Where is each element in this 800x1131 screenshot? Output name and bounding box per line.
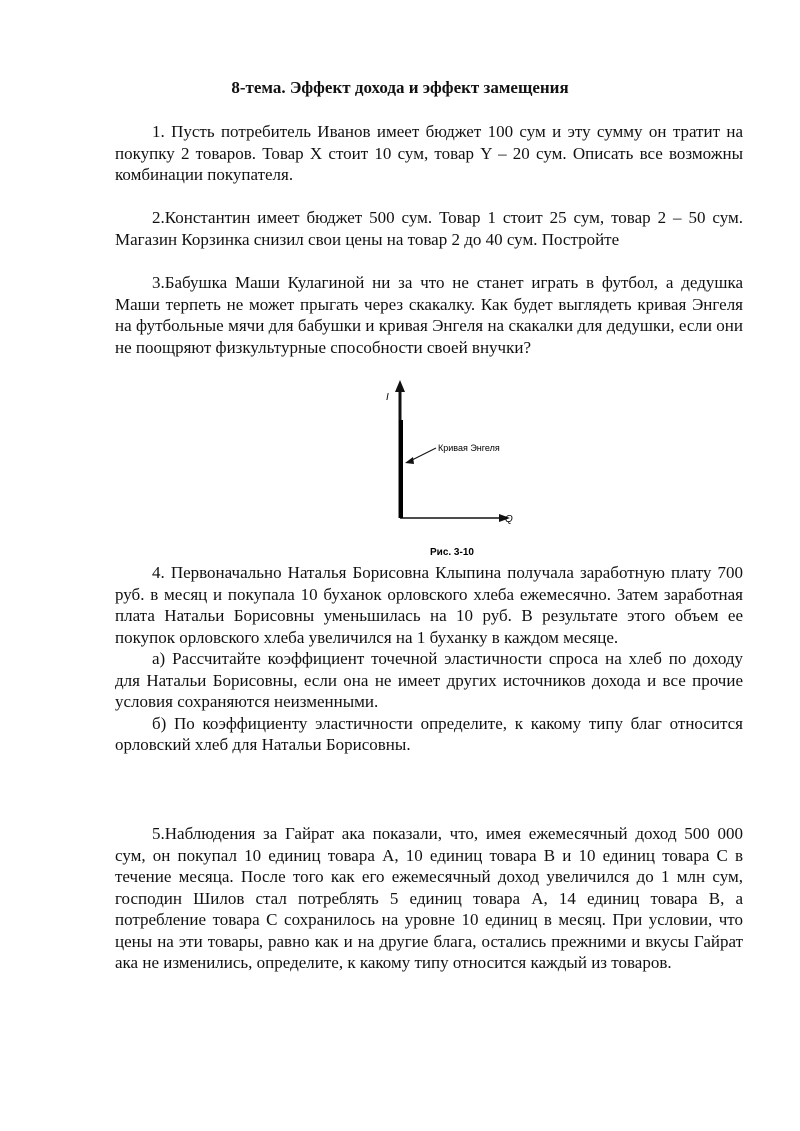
curve-pointer-line — [410, 448, 436, 461]
task-1 — [115, 121, 743, 186]
figure-caption: Рис. 3-10 — [430, 547, 474, 558]
x-axis-label: Q — [505, 514, 513, 525]
page-title: 8-тема. Эффект дохода и эффект замещения — [231, 78, 569, 97]
engel-curve-figure — [368, 378, 528, 563]
engel-curve-graph — [368, 378, 528, 563]
task-5-text: 5.Наблюдения за Гайрат ака показали, что, имея ежемесячный доход 500 000 сум, он покупал 10 единиц товара А, 10 единиц товара В и 10 единиц товара С в течение месяца. После того как его ежемесячный доход увеличился до 1 млн сум, господин Шилов стал потреблять 5 единиц товара А, 14 единиц товара В, а потребление товара С сохранилось на уровне 10 единиц в месяц. При условии, что цены на эти товары, равно как и на другие блага, остались прежними и вкусы Гайрат ака не изменились, определите, к какому типу относится каждый из товаров. — [115, 824, 743, 972]
task-4 — [115, 562, 743, 756]
task-3 — [115, 272, 743, 358]
task-4-part-a: а) Рассчитайте коэффициент точечной эластичности спроса на хлеб по доходу для Натальи Борисовны, если она не имеет других источников дохода и все прочие условия сохраняются неизменными. — [115, 649, 743, 711]
curve-label: Кривая Энгеля — [438, 443, 500, 453]
task-1-text: 1. Пусть потребитель Иванов имеет бюджет 100 сум и эту сумму он тратит на покупку 2 товаров. Товар X стоит 10 сум, товар Y – 20 сум. Описать все возможны комбинации покупателя. — [115, 122, 743, 184]
y-axis-arrow — [395, 380, 405, 392]
task-5 — [115, 823, 743, 974]
curve-pointer-arrow — [405, 457, 414, 464]
task-4-part-b: б) По коэффициенту эластичности определите, к какому типу благ относится орловский хлеб для Натальи Борисовны. — [115, 713, 743, 754]
task-2 — [115, 207, 743, 250]
y-axis-label: I — [386, 392, 389, 403]
task-3-text: 3.Бабушка Маши Кулагиной ни за что не станет играть в футбол, а дедушка Маши терпеть не может прыгать через скакалку. Как будет выглядеть кривая Энгеля на футбольные мячи для бабушки и кривая Энгеля на скакалки для дедушки, если они не поощряют физкультурные способности своей внучки? — [115, 273, 743, 357]
task-2-text: 2.Константин имеет бюджет 500 сум. Товар 1 стоит 25 сум, товар 2 – 50 сум. Магазин Корзинка снизил свои цены на товар 2 до 40 сум. Постройте — [115, 208, 743, 249]
task-4-intro: 4. Первоначально Наталья Борисовна Клыпина получала заработную плату 700 руб. в месяц и покупала 10 буханок орловского хлеба ежемесячно. Затем заработная плата Натальи Борисовны уменьшилась на 10 руб. В результате этого объем ее покупок орловского хлеба увеличился на 1 буханку в каждом месяце. — [115, 563, 743, 647]
